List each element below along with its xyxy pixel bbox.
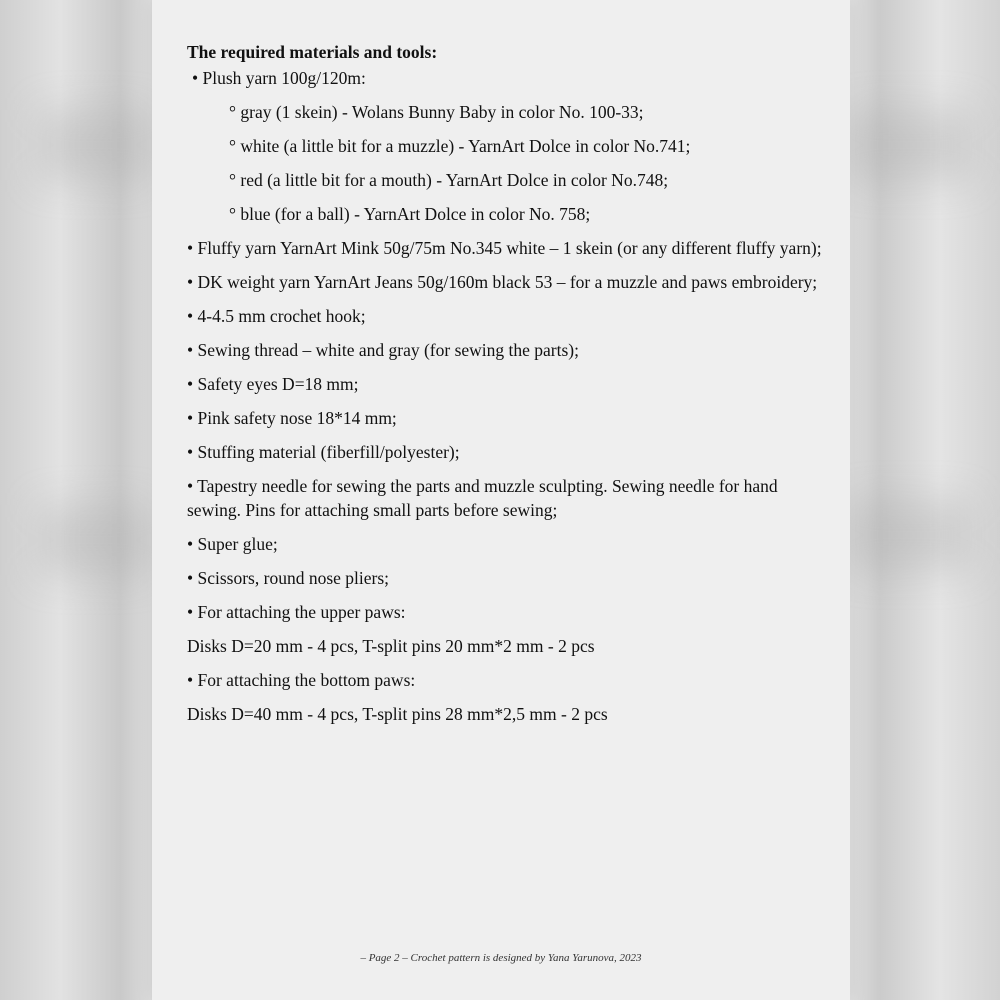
background-blur-band (850, 500, 970, 570)
item-stuffing: • Stuffing material (fiberfill/polyester); (187, 442, 460, 462)
document-page (152, 0, 850, 1000)
item-bottom-paws: • For attaching the bottom paws: (187, 670, 416, 690)
background-blur-band (40, 110, 150, 180)
item-sewing-thread: • Sewing thread – white and gray (for sewing the parts); (187, 340, 579, 360)
background-blur-band (850, 110, 970, 180)
item-upper-paws: • For attaching the upper paws: (187, 602, 406, 622)
background-blur-band (40, 505, 150, 575)
item-dk-yarn: • DK weight yarn YarnArt Jeans 50g/160m black 53 – for a muzzle and paws embroidery; (187, 272, 818, 292)
materials-list (187, 40, 827, 736)
sub-item-red: ° red (a little bit for a mouth) - YarnArt Dolce in color No.748; (229, 170, 669, 190)
upper-paws-detail: Disks D=20 mm - 4 pcs, T-split pins 20 mm*2 mm - 2 pcs (187, 636, 595, 656)
page-footer: – Page 2 – Crochet pattern is designed by Yana Yarunova, 2023 (360, 952, 642, 964)
sub-item-white: ° white (a little bit for a muzzle) - YarnArt Dolce in color No.741; (229, 136, 691, 156)
item-scissors: • Scissors, round nose pliers; (187, 568, 390, 588)
item-fluffy-yarn: • Fluffy yarn YarnArt Mink 50g/75m No.345 white – 1 skein (or any different fluffy yarn); (187, 238, 822, 258)
section-heading: The required materials and tools: (187, 42, 438, 62)
plush-yarn-item: • Plush yarn 100g/120m: (192, 68, 366, 88)
bottom-paws-detail: Disks D=40 mm - 4 pcs, T-split pins 28 mm*2,5 mm - 2 pcs (187, 704, 608, 724)
item-super-glue: • Super glue; (187, 534, 278, 554)
item-safety-nose: • Pink safety nose 18*14 mm; (187, 408, 397, 428)
sub-item-gray: ° gray (1 skein) - Wolans Bunny Baby in color No. 100-33; (229, 102, 644, 122)
item-needles: • Tapestry needle for sewing the parts and muzzle sculpting. Sewing needle for hand sewing. Pins for attaching small parts before sewing; (187, 476, 778, 520)
item-safety-eyes: • Safety eyes D=18 mm; (187, 374, 359, 394)
sub-item-blue: ° blue (for a ball) - YarnArt Dolce in color No. 758; (229, 204, 591, 224)
item-crochet-hook: • 4-4.5 mm crochet hook; (187, 306, 366, 326)
